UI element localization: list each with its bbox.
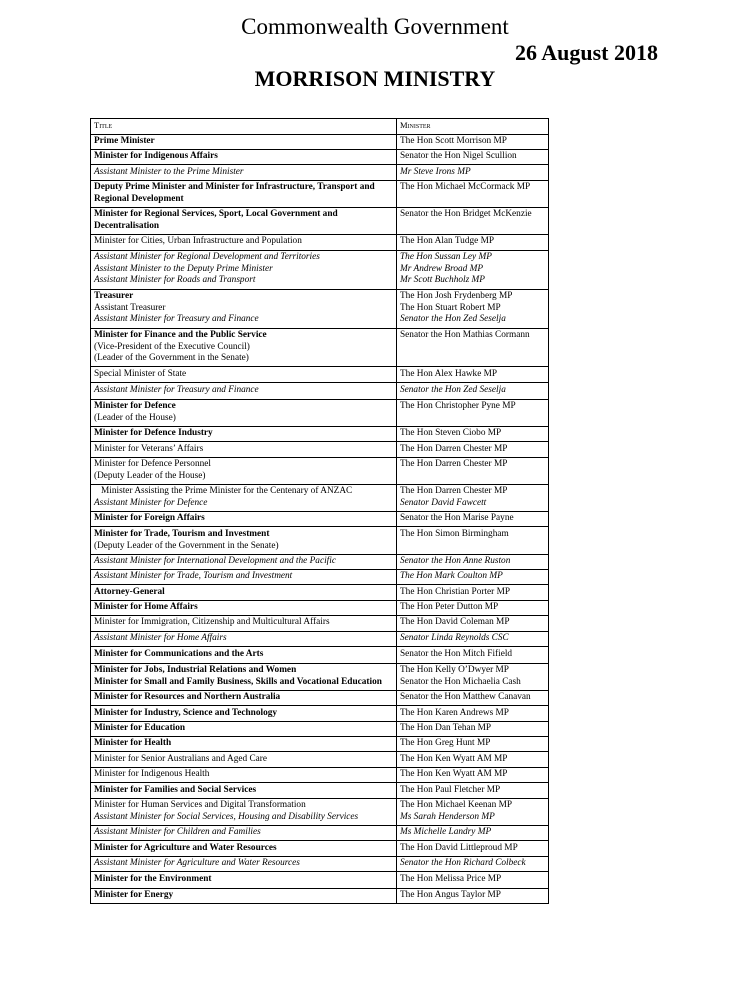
title-line: Assistant Minister for Social Services, Housing and Disability Services [94,811,359,822]
minister-line: The Hon Dan Tehan MP [400,723,492,733]
table-row [91,841,549,856]
minister-line: The Hon Melissa Price MP [400,874,502,885]
table-row [91,442,549,457]
minister-line: Senator the Hon Marise Payne [400,513,514,524]
title-line: Special Minister of State [94,368,187,379]
minister-cell [397,399,549,426]
minister-cell [397,737,549,752]
table-row [91,250,549,289]
title-line: Minister for Cities, Urban Infrastructure and Population [94,236,302,247]
title-cell [91,180,397,207]
title-line: Deputy Prime Minister and Minister for Infrastructure, Transport and Regional Development [94,182,375,204]
minister-line: The Hon Ken Wyatt AM MP [400,769,508,780]
title-line: Minister for Small and Family Business, Skills and Vocational Education [94,676,382,687]
title-cell [91,165,397,180]
minister-cell [397,825,549,840]
title-line: Minister for Human Services and Digital Transformation [94,799,306,810]
minister-cell [397,872,549,889]
title-cell [91,721,397,736]
table-row [91,888,549,903]
title-cell [91,663,397,690]
minister-line: The Hon Scott Morrison MP [400,135,507,146]
title-cell [91,235,397,250]
table-row [91,737,549,752]
minister-cell [397,442,549,457]
minister-cell [397,600,549,615]
title-line: Minister for Jobs, Industrial Relations and Women [94,665,297,676]
title-line: Assistant Minister for Trade, Tourism and Investment [94,571,293,582]
minister-cell [397,134,549,149]
title-line: Minister for Foreign Affairs [94,513,205,524]
title-line: (Vice-President of the Executive Council) [94,341,250,352]
minister-cell [397,690,549,705]
minister-line: The Hon Stuart Robert MP [400,302,501,313]
minister-cell [397,328,549,367]
table-row [91,235,549,250]
title-cell [91,690,397,705]
minister-line: The Hon Darren Chester MP [400,458,508,469]
minister-cell [397,888,549,903]
minister-cell [397,783,549,798]
title-line: Minister for Immigration, Citizenship and Multicultural Affairs [94,617,330,628]
title-cell [91,457,397,484]
minister-cell [397,798,549,825]
minister-cell [397,554,549,569]
minister-cell [397,207,549,234]
minister-line: Ms Michelle Landry MP [400,827,492,838]
minister-cell [397,767,549,782]
title-cell [91,872,397,889]
minister-line: The Hon Steven Ciobo MP [400,428,502,439]
minister-cell [397,706,549,721]
minister-cell [397,856,549,871]
table-row [91,527,549,554]
table-row [91,721,549,736]
minister-cell [397,569,549,584]
minister-line: Senator the Hon Michaelia Cash [400,676,521,687]
title-cell [91,569,397,584]
title-cell [91,484,397,511]
title-line: Assistant Minister for Defence [94,497,208,508]
table-row [91,600,549,615]
title-line: (Deputy Leader of the House) [94,470,206,481]
minister-line: Senator David Fawcett [400,497,487,508]
minister-line: The Hon Michael McCormack MP [400,182,531,193]
minister-cell [397,149,549,164]
table-row [91,663,549,690]
title-line: Assistant Minister for Agriculture and Water Resources [94,857,300,868]
minister-line: The Hon Paul Fletcher MP [400,784,501,795]
minister-cell [397,631,549,646]
minister-cell [397,721,549,736]
minister-line: Senator the Hon Mitch Fifield [400,648,513,659]
table-row [91,569,549,584]
table-row [91,783,549,798]
title-cell [91,752,397,767]
minister-cell [397,289,549,328]
minister-line: The Hon Greg Hunt MP [400,738,491,749]
minister-cell [397,367,549,382]
title-line: Assistant Minister for Treasury and Finance [94,314,259,325]
title-cell [91,737,397,752]
title-line: Minister for the Environment [94,874,212,885]
minister-cell [397,841,549,856]
table-row [91,207,549,234]
minister-cell [397,585,549,600]
table-row [91,872,549,889]
minister-line: The Hon Christopher Pyne MP [400,400,516,411]
title-cell [91,328,397,367]
table-body [91,134,549,904]
table-row [91,399,549,426]
title-cell [91,767,397,782]
minister-line: The Hon Josh Frydenberg MP [400,290,513,301]
minister-cell [397,752,549,767]
table-row [91,752,549,767]
minister-line: Senator Linda Reynolds CSC [400,632,509,643]
title-cell [91,585,397,600]
minister-cell [397,165,549,180]
title-line: Minister for Communications and the Arts [94,648,264,659]
minister-cell [397,484,549,511]
table-row [91,512,549,527]
table-row [91,289,549,328]
table-row [91,767,549,782]
title-line: Minister for Indigenous Affairs [94,151,218,162]
title-line: Minister for Industry, Science and Technology [94,707,278,718]
minister-line: The Hon Ken Wyatt AM MP [400,753,508,764]
minister-line: The Hon David Littleproud MP [400,842,518,853]
ministry-table [90,118,549,904]
title-cell [91,399,397,426]
title-line: Assistant Treasurer [94,302,166,313]
title-line: Minister for Home Affairs [94,602,198,613]
table-row [91,180,549,207]
minister-line: The Hon Angus Taylor MP [400,890,501,901]
title-line: (Leader of the House) [94,412,176,423]
title-line: Minister for Finance and the Public Service [94,329,267,340]
minister-line: The Hon Karen Andrews MP [400,707,509,718]
title-line: Minister for Health [94,738,172,749]
table-row [91,134,549,149]
title-cell [91,888,397,903]
title-cell [91,631,397,646]
title-line: Minister for Defence [94,400,176,411]
minister-line: The Hon Alex Hawke MP [400,368,498,379]
minister-line: The Hon Mark Coulton MP [400,571,503,582]
minister-line: The Hon Alan Tudge MP [400,236,495,247]
minister-line: The Hon Kelly O’Dwyer MP [400,665,509,676]
minister-line: The Hon Darren Chester MP [400,443,508,454]
minister-line: The Hon Michael Keenan MP [400,799,513,810]
table-row [91,856,549,871]
minister-cell [397,250,549,289]
minister-line: The Hon Sussan Ley MP [400,251,492,262]
title-column-header: Title [91,119,397,135]
table-header-row [91,119,549,135]
minister-cell [397,457,549,484]
minister-line: Senator the Hon Richard Colbeck [400,857,526,868]
minister-line: Senator the Hon Anne Ruston [400,555,511,566]
table-row [91,554,549,569]
table-row [91,690,549,705]
title-line: Minister for Resources and Northern Australia [94,692,281,703]
minister-cell [397,180,549,207]
minister-line: The Hon Christian Porter MP [400,586,511,597]
table-row [91,798,549,825]
title-cell [91,289,397,328]
table-row [91,149,549,164]
title-line: Minister for Indigenous Health [94,769,210,780]
title-line: Assistant Minister for Home Affairs [94,632,227,643]
title-line: Assistant Minister to the Deputy Prime Minister [94,263,273,274]
minister-cell [397,646,549,663]
ministry-heading: MORRISON MINISTRY [254,66,496,91]
title-line: Assistant Minister for Roads and Transport [94,275,256,286]
title-cell [91,207,397,234]
title-cell [91,600,397,615]
minister-cell [397,663,549,690]
minister-line: Ms Sarah Henderson MP [400,811,495,822]
title-cell [91,783,397,798]
government-heading: Commonwealth Government [241,14,509,39]
date-heading: 26 August 2018 [514,40,658,65]
minister-line: Mr Steve Irons MP [400,166,471,177]
title-cell [91,134,397,149]
minister-cell [397,426,549,441]
title-line: Attorney-General [94,586,165,597]
title-cell [91,442,397,457]
title-line: Assistant Minister for Children and Families [94,827,261,838]
title-line: Minister for Senior Australians and Aged Care [94,753,267,764]
title-cell [91,646,397,663]
title-line: Prime Minister [94,135,155,146]
table-row [91,382,549,399]
title-line: Minister Assisting the Prime Minister for the Centenary of ANZAC [101,486,353,497]
minister-line: Senator the Hon Nigel Scullion [400,151,517,162]
minister-line: Senator the Hon Bridget McKenzie [400,209,532,220]
table-row [91,631,549,646]
minister-cell [397,382,549,399]
title-line: Minister for Defence Industry [94,428,213,439]
table-row [91,616,549,631]
title-cell [91,706,397,721]
title-cell [91,382,397,399]
table-row [91,484,549,511]
title-line: Minister for Agriculture and Water Resources [94,842,277,853]
minister-cell [397,512,549,527]
title-line: Minister for Trade, Tourism and Investment [94,528,270,539]
title-cell [91,616,397,631]
minister-column-header: Minister [397,119,549,135]
minister-cell [397,527,549,554]
title-line: Minister for Veterans’ Affairs [94,443,204,454]
minister-line: The Hon Darren Chester MP [400,486,508,497]
minister-line: Senator the Hon Zed Seselja [400,384,506,395]
minister-line: Senator the Hon Zed Seselja [400,314,506,325]
title-line: (Deputy Leader of the Government in the Senate) [94,540,279,551]
title-cell [91,527,397,554]
title-line: Minister for Energy [94,890,174,901]
title-cell [91,825,397,840]
table-row [91,646,549,663]
minister-line: The Hon Simon Birmingham [400,528,509,539]
title-line: Minister for Families and Social Services [94,784,257,795]
minister-line: Mr Scott Buchholz MP [400,275,485,286]
title-cell [91,149,397,164]
table-row [91,825,549,840]
table-row [91,367,549,382]
minister-line: Senator the Hon Matthew Canavan [400,692,531,703]
title-cell [91,554,397,569]
title-line: Assistant Minister to the Prime Minister [94,166,244,177]
minister-line: Mr Andrew Broad MP [400,263,484,274]
table-row [91,426,549,441]
title-cell [91,856,397,871]
title-cell [91,841,397,856]
minister-line: The Hon David Coleman MP [400,617,510,628]
title-cell [91,367,397,382]
title-line: Treasurer [94,290,134,301]
title-line: Assistant Minister for Regional Development and Territories [94,251,320,262]
title-cell [91,512,397,527]
minister-line: Senator the Hon Mathias Cormann [400,329,530,340]
title-cell [91,250,397,289]
minister-cell [397,616,549,631]
table-row [91,328,549,367]
table-row [91,585,549,600]
minister-line: The Hon Peter Dutton MP [400,602,499,613]
table-row [91,457,549,484]
title-line: (Leader of the Government in the Senate) [94,353,249,364]
minister-cell [397,235,549,250]
title-line: Minister for Education [94,723,186,733]
title-line: Assistant Minister for International Development and the Pacific [94,555,336,566]
title-line: Assistant Minister for Treasury and Finance [94,384,259,395]
title-cell [91,798,397,825]
title-line: Minister for Regional Services, Sport, Local Government and Decentralisation [94,209,338,232]
title-cell [91,426,397,441]
table-row [91,706,549,721]
table-row [91,165,549,180]
title-line: Minister for Defence Personnel [94,458,211,469]
